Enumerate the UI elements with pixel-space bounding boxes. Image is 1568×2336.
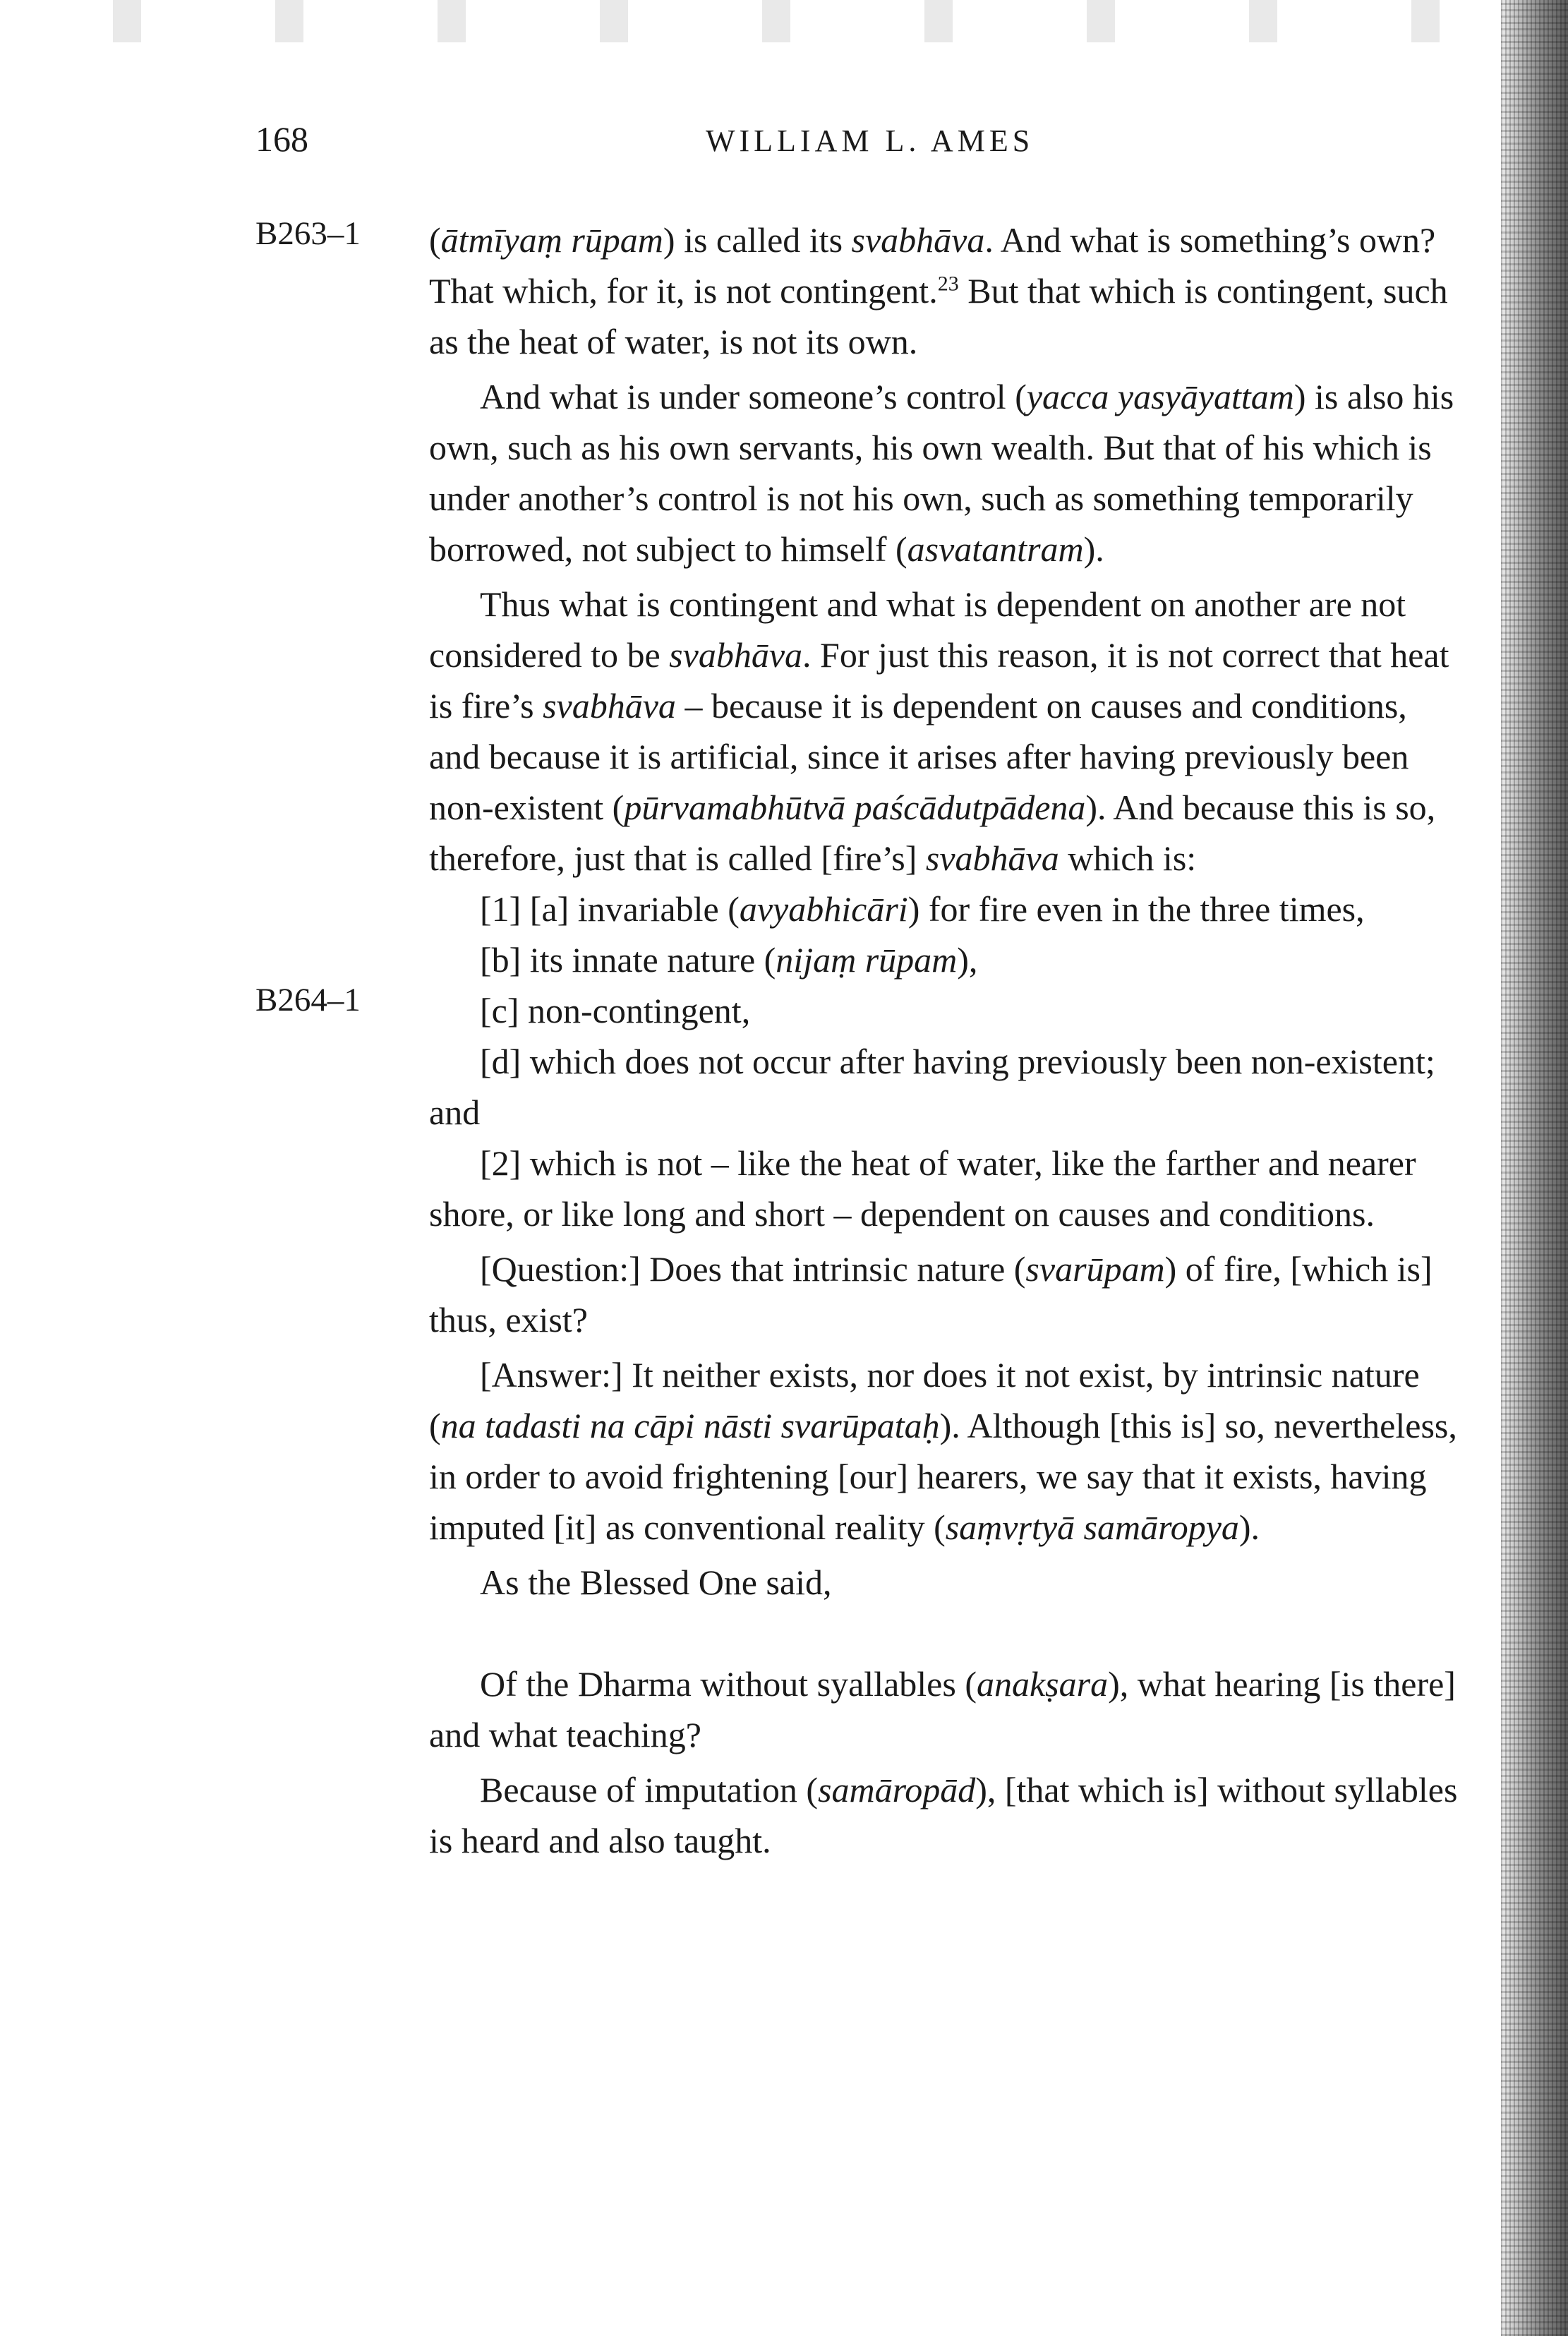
sanskrit-term: asvatantram bbox=[907, 529, 1084, 569]
text-run: ). And because this is so, therefore, just that is called [fire’s] bbox=[429, 788, 1436, 878]
text-run: which is: bbox=[1059, 838, 1197, 878]
page-number: 168 bbox=[255, 119, 308, 159]
sanskrit-term: anakṣara bbox=[976, 1664, 1109, 1704]
text-run: [2] which is not – like the heat of water, like the farther and nearer shore, or like long and short – dependent on causes and conditions. bbox=[429, 1143, 1416, 1234]
text-run: ( bbox=[429, 220, 441, 260]
text-run: But that which is contingent, such as the heat of water, is not its own. bbox=[429, 271, 1448, 361]
text-run: [Answer:] It neither exists, nor does it not exist, by intrinsic nature ( bbox=[429, 1355, 1420, 1445]
sanskrit-term: svarūpam bbox=[1025, 1249, 1165, 1289]
text-run: As the Blessed One said, bbox=[480, 1563, 832, 1602]
running-head: WILLIAM L. AMES bbox=[706, 124, 1035, 158]
scan-top-edge bbox=[0, 0, 1568, 42]
text-run: ). bbox=[1083, 529, 1104, 569]
scan-binding-edge bbox=[1501, 0, 1568, 2336]
sanskrit-term: yacca yasyāyattam bbox=[1026, 377, 1294, 416]
text-run: – because it is dependent on causes and conditions, and because it is artificial, since it arises after having previously been non-existent ( bbox=[429, 686, 1409, 827]
verse-line bbox=[429, 1658, 1466, 1760]
text-run: Because of imputation ( bbox=[480, 1770, 819, 1810]
text-run: ) is also his own, such as his own servants, his own wealth. But that of his which is under another’s control is not his own, such as something temporarily borrowed, not subject to himself ( bbox=[429, 377, 1454, 569]
text-run: ) is called its bbox=[663, 220, 852, 260]
sanskrit-term: svabhāva bbox=[925, 838, 1059, 878]
text-run: ). bbox=[1238, 1507, 1260, 1547]
sanskrit-term: ātmīyaṃ rūpam bbox=[440, 220, 663, 260]
paragraph bbox=[429, 1138, 1466, 1239]
paragraph bbox=[429, 215, 1466, 367]
text-run: ). Although [this is] so, nevertheless, in order to avoid frightening [our] hearers, we say that it exists, having imputed [it] as conventional reality ( bbox=[429, 1406, 1457, 1547]
text-run: ) for fire even in the three times, bbox=[907, 889, 1365, 929]
text-run: [Question:] Does that intrinsic nature ( bbox=[480, 1249, 1026, 1289]
sanskrit-term: pūrvamabhūtvā paścādutpādena bbox=[624, 788, 1086, 827]
paragraph bbox=[429, 934, 1466, 985]
text-run: ), [that which is] without syllables is heard and also taught. bbox=[429, 1770, 1458, 1860]
text-run: Of the Dharma without syallables ( bbox=[480, 1664, 977, 1704]
paragraph bbox=[429, 1349, 1466, 1553]
body-text bbox=[429, 215, 1466, 1866]
paragraph bbox=[429, 1244, 1466, 1345]
sanskrit-term: samāropād bbox=[818, 1770, 976, 1810]
text-run: And what is under someone’s control ( bbox=[480, 377, 1027, 416]
text-run: [1] [a] invariable ( bbox=[480, 889, 740, 929]
text-run: . And what is something’s own? That which, for it, is not contingent. bbox=[429, 220, 1436, 311]
margin-ref: B263–1 bbox=[255, 215, 361, 252]
verse-line bbox=[429, 1764, 1466, 1866]
paragraph bbox=[429, 579, 1466, 884]
margin-ref: B264–1 bbox=[255, 982, 361, 1018]
sanskrit-term: svabhāva bbox=[851, 220, 985, 260]
sanskrit-term: avyabhicāri bbox=[739, 889, 908, 929]
paragraph bbox=[429, 884, 1466, 934]
text-run: ) of fire, [which is] thus, exist? bbox=[429, 1249, 1433, 1339]
paragraph bbox=[429, 985, 1466, 1036]
footnote-ref: 23 bbox=[937, 272, 959, 296]
sanskrit-term: svabhāva bbox=[669, 635, 803, 675]
text-run: ), what hearing [is there] and what teaching? bbox=[429, 1664, 1456, 1754]
text-run: [b] its innate nature ( bbox=[480, 940, 776, 980]
text-run: [c] non-contingent, bbox=[480, 991, 751, 1030]
sanskrit-term: na tadasti na cāpi nāsti svarūpataḥ bbox=[440, 1406, 940, 1445]
text-run: . For just this reason, it is not correct that heat is fire’s bbox=[429, 635, 1449, 726]
text-run: ), bbox=[957, 940, 978, 980]
text-run: Thus what is contingent and what is dependent on another are not considered to be bbox=[429, 584, 1406, 675]
sanskrit-term: saṃvṛtyā samāropya bbox=[945, 1507, 1239, 1547]
sanskrit-term: svabhāva bbox=[543, 686, 676, 726]
paragraph bbox=[429, 1036, 1466, 1138]
text-run: [d] which does not occur after having previously been non-existent; and bbox=[429, 1042, 1435, 1132]
paragraph bbox=[429, 1557, 1466, 1608]
sanskrit-term: nijaṃ rūpam bbox=[776, 940, 958, 980]
paragraph bbox=[429, 371, 1466, 574]
